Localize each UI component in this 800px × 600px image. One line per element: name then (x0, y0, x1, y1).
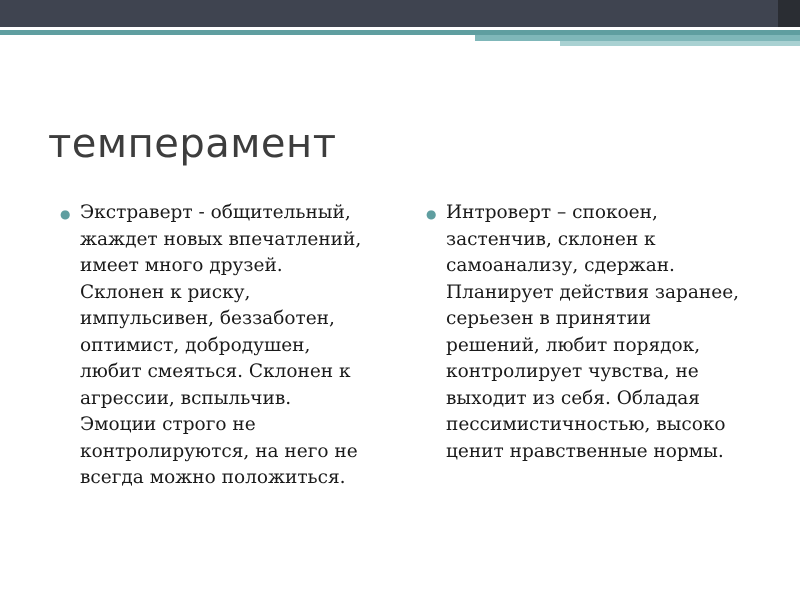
extrovert-text (80, 200, 390, 492)
introvert-column (426, 200, 766, 465)
text-line: решений, любит порядок, (446, 334, 701, 356)
text-line: выходит из себя. Обладая (446, 387, 700, 409)
text-line: контролируются, на него не (80, 440, 358, 462)
slide-title: темперамент (48, 121, 337, 167)
text-line: Интроверт – спокоен, (446, 202, 658, 223)
text-line: жаждет новых впечатлений, (80, 228, 362, 250)
accent-strip-lower (560, 41, 800, 46)
extrovert-bullet (60, 200, 390, 492)
introvert-text (446, 200, 766, 465)
extrovert-column (60, 200, 390, 492)
text-line: импульсивен, беззаботен, (80, 308, 335, 329)
text-line: оптимист, добродушен, (80, 334, 311, 356)
header-band-corner (778, 0, 800, 27)
text-line: агрессии, вспыльчив. (80, 387, 292, 409)
text-line: Планирует действия заранее, (446, 281, 740, 303)
text-line: контролирует чувства, не (446, 361, 699, 382)
text-line: серьезен в принятии (446, 308, 652, 329)
text-line: Экстраверт - общительный, (80, 202, 351, 223)
text-line: имеет много друзей. (80, 255, 283, 276)
text-line: Склонен к риску, (80, 281, 251, 303)
text-line: всегда можно положиться. (80, 467, 346, 488)
text-line: любит смеяться. Склонен к (80, 361, 351, 382)
text-line: застенчив, склонен к (446, 228, 656, 250)
text-line: Эмоции строго не (80, 414, 256, 435)
header-band (0, 0, 800, 27)
text-line: пессимистичностью, высоко (446, 414, 726, 435)
text-line: самоанализу, сдержан. (446, 255, 675, 276)
bullet-dot-icon: ● (60, 207, 71, 221)
introvert-bullet (426, 200, 766, 465)
bullet-dot-icon: ● (426, 207, 437, 221)
text-line: ценит нравственные нормы. (446, 440, 724, 462)
